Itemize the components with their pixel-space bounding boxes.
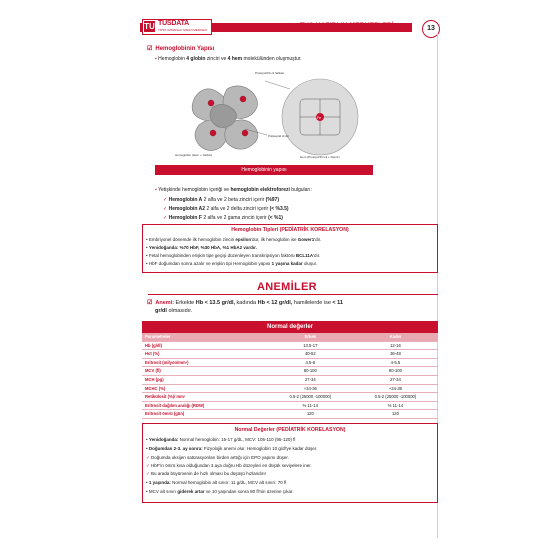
section-title-hemoglobin: ☑ Hemoglobinin Yapısı [147,46,215,52]
logo-mark: TU [144,22,155,31]
hemoglobin-structure-figure [155,67,373,163]
table-row: Hb (g/dl) 13.5-17 12-16 [142,342,438,351]
table-row: MCHC (%) +34-36 +34-36 [142,385,438,394]
figure-caption: Hemoglobinin yapısı [155,165,373,175]
label-protoporphyrin: Protoporfirin-9 halkası [255,71,285,75]
box-line: • Yenidoğanda: Normal hemoglobin: 16-17 g/dL, MCV: 105-110 (95-120) fl [146,437,296,442]
table-title: Normal değerler [142,321,438,333]
table-row: Hct (%) 40-52 36-48 [142,350,438,359]
box-line: ✓ HbF'in ömrü kısa olduğundan 3.aya doğru Hb düzeyleri en düşük seviyelere iner. [146,463,312,468]
pediatric-box-normal-values [142,423,438,503]
checkbox-icon: ☑ [147,46,153,52]
box-line: ✓ Bu arada büyümenin de hızlı olması bu düşüşü hızlandırır [146,471,267,476]
box-line: • Embriyonel dönemde ilk hemoglobin zinciri epsilon'dur, ilk hemoglobin ise Gower1'dir. [146,237,322,242]
list-item-hbf: ✓ Hemoglobin F 2 alfa ve 2 gama zinciri içerir (< %1) [163,215,283,221]
box-title: Hemoglobin Tipleri (PEDİATRİK KORELASYON) [231,227,349,233]
box-line: • 1 yaşında: Normal hemoglobin alt sınırı: 11 g/dL, MCV alt sınırı: 70 fl [146,480,287,485]
table-row: MCH (pg) 27-34 27-34 [142,376,438,385]
table-row: Eritrosit ömrü (gün) 120 120 [142,410,438,419]
box-line: • HbF doğumdan sonra azalır ve erişkin tipi Hemoglobin yapısı 1 yaşına kadar oluşur. [146,261,318,266]
heading-underline [148,294,438,295]
page-number: 13 [422,20,440,38]
bullet-electrophoresis: ▪ Yetişkinde hemoglobin içeriği ve hemoglobin elektroforezi bulguları: [155,187,312,193]
fe-label: Fe [317,116,322,120]
logo-subtitle: TIPTA UZMANLIK SINAVI MERKEZI [158,28,207,32]
tusdata-logo [142,19,212,35]
hemoglobin-illustration [155,67,373,163]
checkbox-icon: ☑ [147,300,153,306]
bullet-hemoglobin-structure: ▪ Hemoglobin 4 globin zinciri ve 4 hem molekülünden oluşmuştur. [155,56,302,62]
label-hemoglobin: Hemoglobin (Hem + Globin) [175,153,213,157]
box-line: • Fetal hemoglobinden erişkin tipe geçişi düzenleyen transkripsiyon faktörü BCL11A'dır. [146,253,321,258]
box-title: Normal Değerler (PEDİATRİK KORELASYON) [234,427,346,433]
box-line: • Yenidoğanda: %70 HbF, %30 HbA, %1 HbA2 vardır. [146,245,257,250]
table-header-row: Parametreler Erkek Kadın [142,333,438,342]
logo-name: TUSDATA [158,20,190,27]
anemia-definition: ☑ Anemi: Erkekte Hb < 13.5 gr/dl, kadında Hb < 12 gr/dl, hamilelerde ise < 11 [147,300,343,306]
section-heading-anemiler: ANEMİLER [257,281,317,293]
normal-values-table [142,321,438,419]
box-line: • Doğumdan 2-3. ay sonra: Fizyolojik anemi olur. Hemoglobin 10 g/dl'ye kadar düşer. [146,446,318,451]
pediatric-box-hemoglobin-types [142,224,438,273]
table-row: Eritrosit dağılım aralığı (RDW) % 11-14 % 11-14 [142,402,438,411]
table-row: MCV (fl) 80-100 80-100 [142,367,438,376]
anemia-definition-cont: gr/dl olmasıdır. [155,308,193,314]
box-line: • MCV alt sınırı giderek artar ve 10 yaşından sonra 80 fl'nin üzerine çıkar. [146,489,294,494]
list-item-hba: ✓ Hemoglobin A 2 alfa ve 2 beta zinciri içerir (%97) [163,197,279,203]
table-row: Eritrosit (milyon/mm³) 4.5-6 4-5.5 [142,359,438,368]
list-item-hba2: ✓ Hemoglobin A2 2 alfa ve 2 delta zinciri içerir (< %3.5) [163,206,289,212]
box-line: ✓ Doğumda oksijen satürasyonları birden arttığı için EPO yapımı düşer. [146,455,289,460]
table-row: Retikülosit (%)/ mm³ 0.5-2 (25000 -100000) 0.5-2 (25000 -100000) [142,393,438,402]
label-polypeptide: Polipeptid zincir [268,134,290,138]
header-title: TUS HAZIRLIK MERKEZLERİ [300,22,394,29]
label-heme: Hem (Protoporfirin-9 + Demir) [300,155,340,159]
